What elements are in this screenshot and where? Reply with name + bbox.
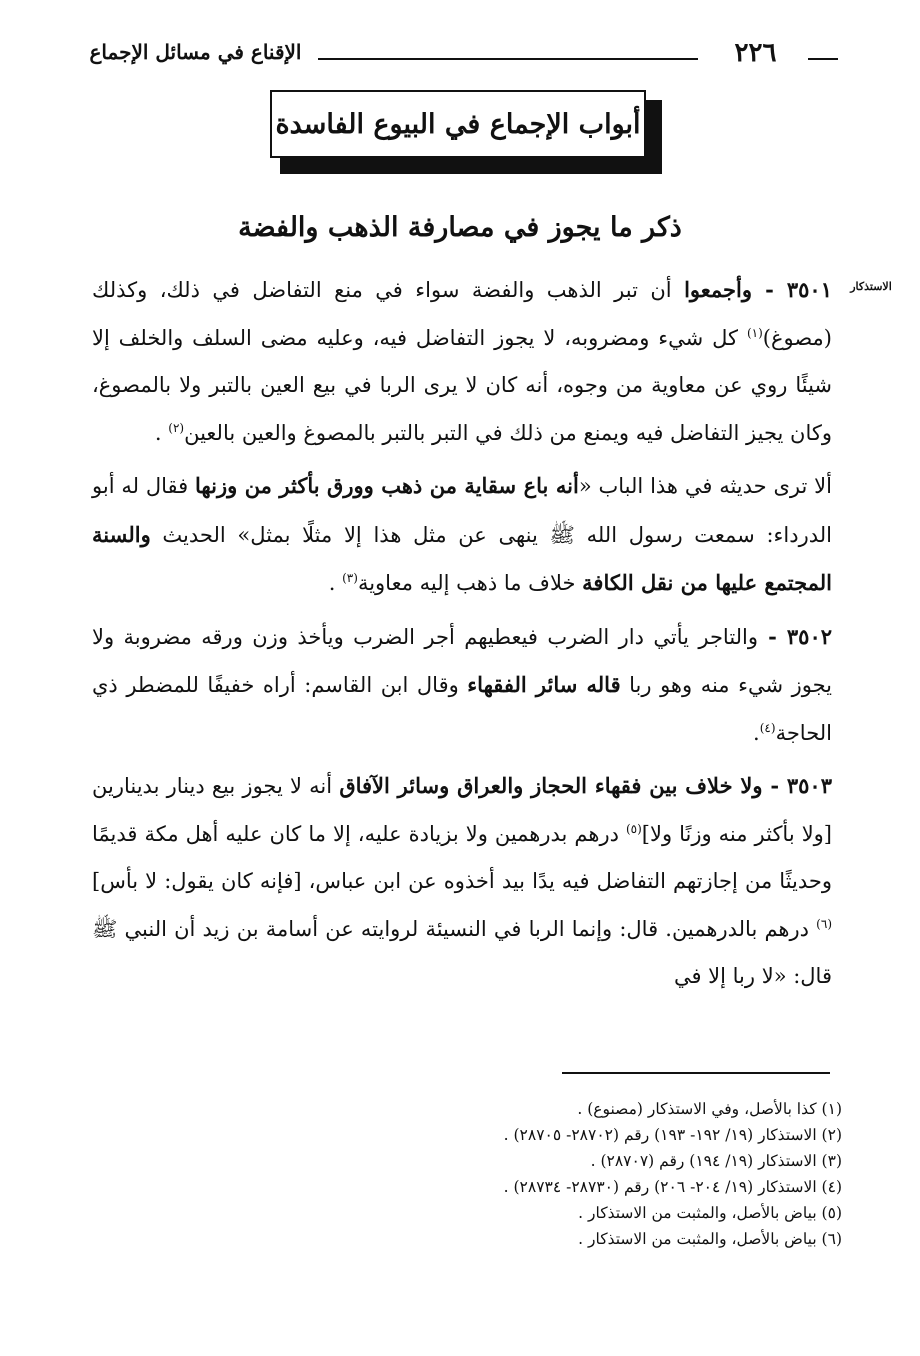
entry-number: ٣٥٠٢ - [758, 623, 833, 649]
paragraph-text: كل شيء ومضروبه، لا يجوز التفاضل فيه، وعليه مضى السلف والخلف إلا شيئًا روي عن معاوية من وجوه، أنه كان لا يرى الربا في بيع العين بالتبر ولا بالمصوغ، وكان يجيز التفاضل فيه ويمنع من ذلك في التبر بالتبر بالمصوغ والعين بالعين [92, 325, 832, 445]
footnote-5: (٥) بياض بالأصل، والمثبت من الاستذكار . [578, 1204, 842, 1222]
entry-number: ٣٥٠٣ - [762, 773, 832, 798]
paragraph-text: ألا ترى حديثه في هذا الباب « [578, 474, 832, 498]
footnote-ref: (٥) [625, 821, 642, 836]
footnote-ref: (٦) [816, 916, 832, 931]
entry-number: ٣٥٠١ - [752, 277, 832, 302]
paragraph-text: درهم بدرهمين ولا بزيادة عليه، إلا ما كان عليه أهل مكة قديمًا وحديثًا من إجازتهم التفاضل فيه يدًا بيد أخذوه عن ابن عباس، [فإنه كان يقول: لا بأس] [92, 821, 832, 893]
paragraph-text: . [154, 420, 169, 445]
paragraph-hadith [92, 462, 832, 608]
page-header [78, 38, 838, 78]
footnote-6: (٦) بياض بالأصل، والمثبت من الاستذكار . [578, 1230, 842, 1248]
paragraph-3501 [92, 266, 832, 457]
footnote-4: (٤) الاستذكار (١٩/ ٢٠٤- ٢٠٦) رقم (٢٨٧٣٠- ٢٨٧٣٤) . [503, 1178, 842, 1196]
footnotes [300, 1096, 842, 1252]
footnote-ref: (٤) [759, 720, 776, 735]
chapter-title: ذكر ما يجوز في مصارفة الذهب والفضة [238, 212, 682, 243]
paragraph-text: درهم بالدرهمين. قال: وإنما الربا في النسيئة لروايته عن أسامة بن زيد أن النبي ﷺ قال: «لا ربا إلا في [92, 916, 832, 988]
footnote-2: (٢) الاستذكار (١٩/ ١٩٢- ١٩٣) رقم (٢٨٧٠٢- ٢٨٧٠٥) . [503, 1126, 842, 1144]
footnote-ref: (٣) [342, 571, 358, 585]
paragraph-text: . [753, 720, 760, 745]
body-text [92, 266, 832, 1006]
bold-phrase: ولا خلاف بين فقهاء الحجاز والعراق وسائر الآفاق [339, 773, 763, 798]
footnote-ref: (١) [746, 325, 763, 340]
footnote-rule [562, 1072, 830, 1074]
running-title: الإقناع في مسائل الإجماع [89, 40, 302, 64]
bold-phrase: أنه باع سقاية من ذهب وورق بأكثر من وزنها [195, 473, 579, 498]
paragraph-text: . [328, 571, 343, 595]
paragraph-text: فقال له أبو الدرداء: سمعت رسول الله ﷺ ينهى عن مثل هذا إلا مثلًا بمثل» الحديث [92, 474, 832, 547]
header-rule-left [318, 58, 698, 60]
page-number: ٢٢٦ [734, 38, 777, 68]
bold-phrase: قاله سائر الفقهاء [467, 672, 621, 697]
header-rule-right [808, 58, 838, 60]
paragraph-text: أن تبر الذهب والفضة سواء في منع التفاضل في ذلك، وكذلك (مصوغ) [92, 278, 832, 350]
bold-phrase: والسنة المجتمع عليها من نقل الكافة [92, 521, 832, 595]
section-heading: أبواب الإجماع في البيوع الفاسدة [275, 108, 641, 140]
footnote-ref: (٢) [168, 420, 185, 435]
paragraph-text: أنه لا يجوز بيع دينار بدينارين [ولا بأكثر منه وزنًا ولا] [92, 774, 833, 846]
paragraph-text: وقال ابن القاسم: أراه خفيفًا للمضطر ذي الحاجة [92, 673, 832, 745]
section-heading-box [270, 90, 646, 158]
paragraph-3503 [92, 762, 832, 1001]
paragraph-text: خلاف ما ذهب إليه معاوية [357, 571, 583, 595]
paragraph-text: والتاجر يأتي دار الضرب فيعطيهم أجر الضرب ويأخذ وزن ورقه مضروبة ولا يجوز شيء منه وهو ربا [92, 624, 832, 697]
margin-source-note: الاستذكار [850, 280, 892, 293]
footnote-1: (١) كذا بالأصل، وفي الاستذكار (مصنوع) . [577, 1100, 842, 1118]
paragraph-3502 [92, 613, 832, 758]
bold-phrase: وأجمعوا [684, 277, 752, 302]
footnote-3: (٣) الاستذكار (١٩/ ١٩٤) رقم (٢٨٧٠٧) . [590, 1152, 842, 1170]
